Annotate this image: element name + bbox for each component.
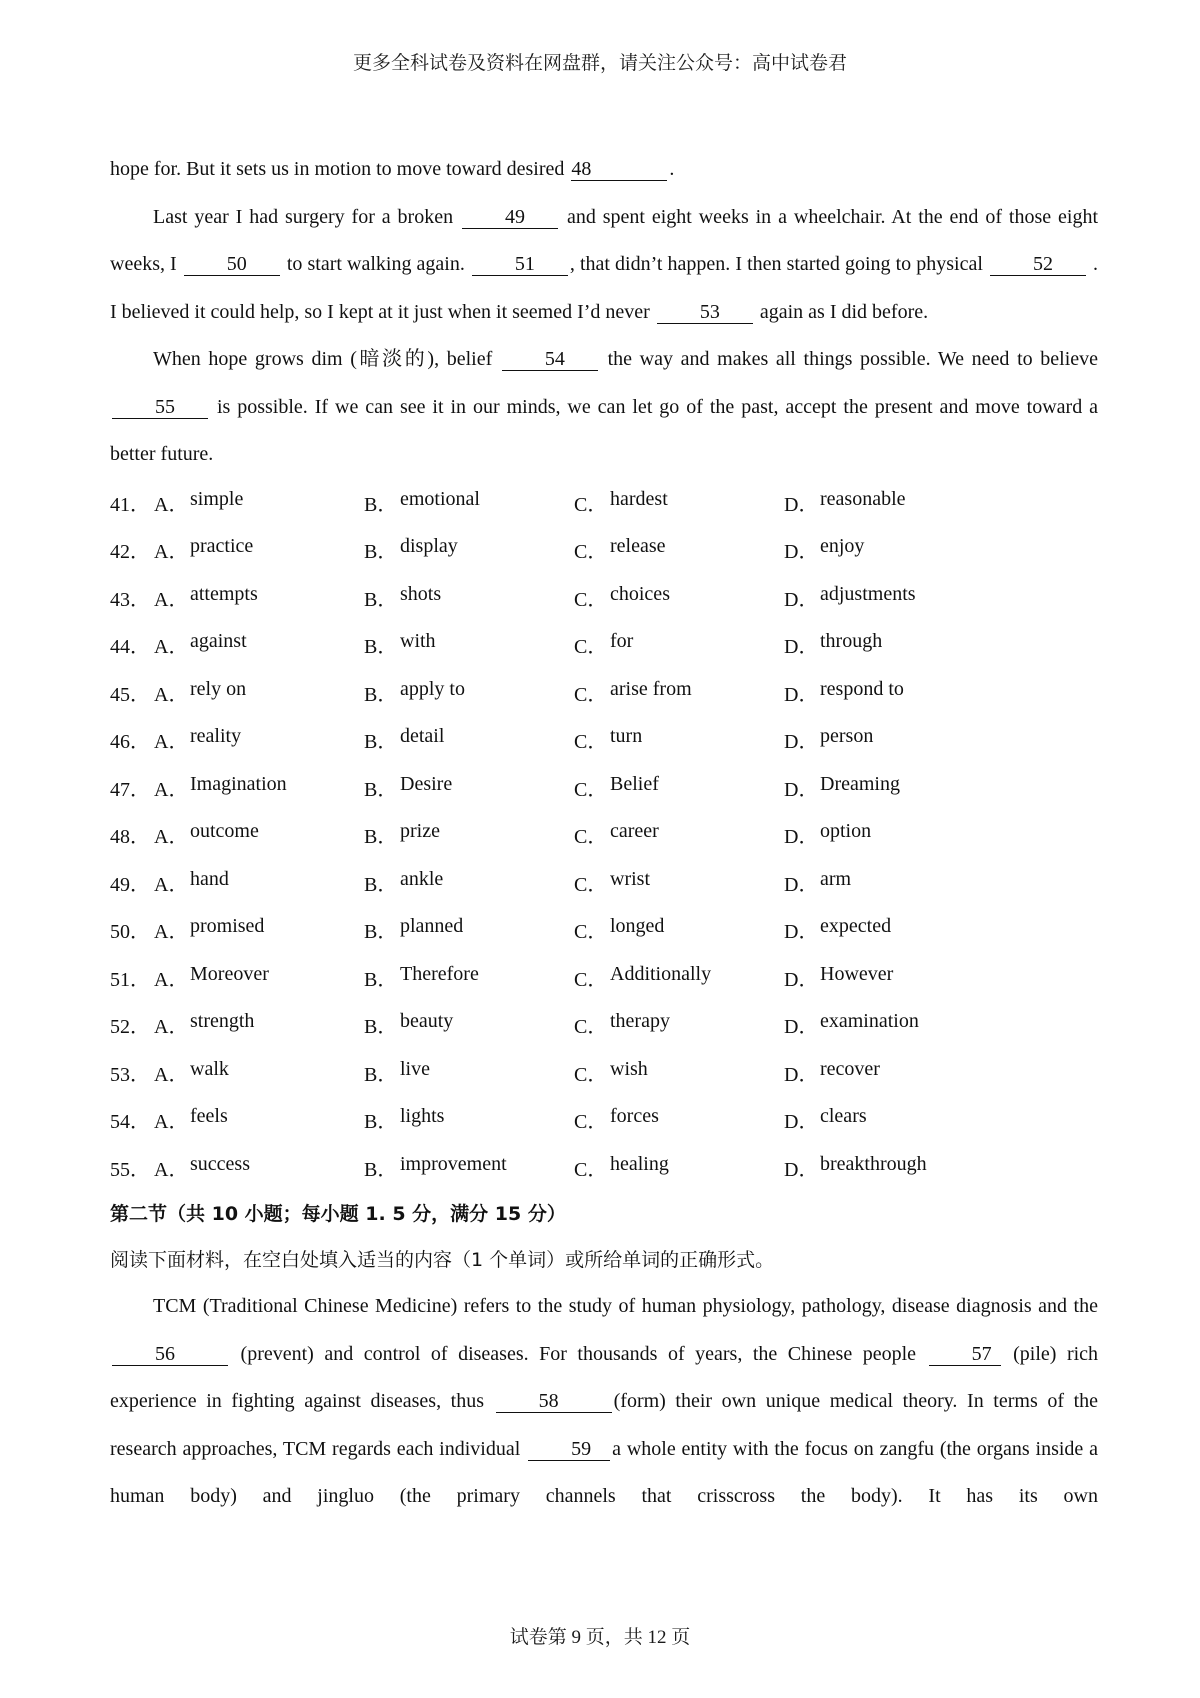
answer-blank: 58 bbox=[496, 1390, 612, 1413]
option-letter: B． bbox=[364, 921, 398, 944]
option-d bbox=[784, 820, 994, 849]
option-text: improvement bbox=[400, 1152, 507, 1175]
option-text: reasonable bbox=[820, 487, 906, 510]
option-a bbox=[154, 773, 364, 802]
text-span: again as I did before. bbox=[759, 300, 929, 323]
option-text: outcome bbox=[190, 820, 259, 843]
option-text: against bbox=[190, 630, 247, 653]
option-a bbox=[154, 1105, 364, 1134]
option-text: forces bbox=[610, 1105, 659, 1128]
option-letter: A． bbox=[154, 731, 189, 754]
option-letter: C． bbox=[574, 493, 608, 516]
option-a bbox=[154, 725, 364, 754]
option-b bbox=[364, 488, 574, 517]
option-letter: C． bbox=[574, 1063, 608, 1086]
option-letter: C． bbox=[574, 968, 608, 991]
option-letter: C． bbox=[574, 873, 608, 896]
option-a bbox=[154, 820, 364, 849]
option-row bbox=[110, 1144, 1098, 1192]
question-number: 49． bbox=[110, 873, 150, 896]
option-text: display bbox=[400, 535, 458, 558]
option-b bbox=[364, 963, 574, 992]
option-text: option bbox=[820, 820, 872, 843]
option-row bbox=[110, 906, 1098, 954]
option-text: turn bbox=[610, 725, 643, 748]
option-d bbox=[784, 868, 994, 897]
option-letter: D． bbox=[784, 826, 819, 849]
option-text: practice bbox=[190, 535, 254, 558]
option-letter: D． bbox=[784, 921, 819, 944]
question-number: 43． bbox=[110, 588, 150, 611]
page-content bbox=[110, 146, 1098, 1521]
option-text: breakthrough bbox=[820, 1152, 927, 1175]
option-letter: C． bbox=[574, 636, 608, 659]
option-text: hardest bbox=[610, 487, 668, 510]
text-span: (prevent) and control of diseases. For thousands of years, the Chinese people bbox=[240, 1342, 917, 1365]
question-number: 55． bbox=[110, 1158, 150, 1181]
option-text: examination bbox=[820, 1010, 919, 1033]
option-letter: D． bbox=[784, 683, 819, 706]
option-row bbox=[110, 479, 1098, 527]
option-letter: D． bbox=[784, 1111, 819, 1134]
option-text: arm bbox=[820, 867, 852, 890]
option-text: person bbox=[820, 725, 874, 748]
option-text: adjustments bbox=[820, 582, 916, 605]
option-b bbox=[364, 678, 574, 707]
passage-paragraph bbox=[110, 336, 1098, 479]
option-letter: D． bbox=[784, 588, 819, 611]
option-text: rely on bbox=[190, 677, 247, 700]
option-letter: A． bbox=[154, 1158, 189, 1181]
option-row bbox=[110, 669, 1098, 717]
option-c bbox=[574, 535, 784, 564]
option-text: choices bbox=[610, 582, 670, 605]
option-b bbox=[364, 915, 574, 944]
option-text: Desire bbox=[400, 772, 453, 795]
option-text: beauty bbox=[400, 1010, 454, 1033]
option-text: emotional bbox=[400, 487, 480, 510]
question-number: 41． bbox=[110, 493, 150, 516]
option-letter: C． bbox=[574, 588, 608, 611]
question-number: 46． bbox=[110, 731, 150, 754]
option-letter: B． bbox=[364, 683, 398, 706]
option-letter: A． bbox=[154, 826, 189, 849]
answer-blank: 57 bbox=[929, 1343, 1001, 1366]
option-text: clears bbox=[820, 1105, 867, 1128]
option-text: through bbox=[820, 630, 883, 653]
option-a bbox=[154, 535, 364, 564]
option-text: lights bbox=[400, 1105, 445, 1128]
text-span: Last year I had surgery for a broken bbox=[153, 205, 454, 228]
option-a bbox=[154, 678, 364, 707]
option-text: healing bbox=[610, 1152, 669, 1175]
option-letter: D． bbox=[784, 873, 819, 896]
option-letter: B． bbox=[364, 1016, 398, 1039]
option-a bbox=[154, 963, 364, 992]
question-number: 51． bbox=[110, 968, 150, 991]
option-text: feels bbox=[190, 1105, 228, 1128]
text-span: , that didn’t happen. I then started going to physical bbox=[569, 253, 983, 275]
option-letter: D． bbox=[784, 1016, 819, 1039]
option-letter: C． bbox=[574, 778, 608, 801]
option-text: Imagination bbox=[190, 772, 287, 795]
answer-blank: 49 bbox=[462, 206, 558, 229]
option-a bbox=[154, 868, 364, 897]
passage-paragraph bbox=[110, 194, 1098, 337]
option-c bbox=[574, 1105, 784, 1134]
option-letter: A． bbox=[154, 1111, 189, 1134]
answer-blank: 51 bbox=[472, 253, 568, 276]
option-letter: D． bbox=[784, 968, 819, 991]
option-d bbox=[784, 535, 994, 564]
option-c bbox=[574, 963, 784, 992]
option-row bbox=[110, 764, 1098, 812]
option-letter: B． bbox=[364, 493, 398, 516]
option-text: recover bbox=[820, 1057, 880, 1080]
answer-blank: 48 bbox=[571, 158, 667, 181]
passage-paragraph bbox=[110, 1283, 1098, 1521]
option-letter: A． bbox=[154, 636, 189, 659]
option-letter: B． bbox=[364, 541, 398, 564]
option-d bbox=[784, 725, 994, 754]
option-c bbox=[574, 583, 784, 612]
option-row bbox=[110, 859, 1098, 907]
option-text: reality bbox=[190, 725, 242, 748]
question-number: 54． bbox=[110, 1111, 150, 1134]
option-row bbox=[110, 526, 1098, 574]
option-row bbox=[110, 954, 1098, 1002]
answer-blank: 59 bbox=[528, 1438, 610, 1461]
option-text: Additionally bbox=[610, 962, 712, 985]
option-b bbox=[364, 535, 574, 564]
option-d bbox=[784, 488, 994, 517]
option-letter: B． bbox=[364, 636, 398, 659]
option-b bbox=[364, 725, 574, 754]
option-text: Dreaming bbox=[820, 772, 900, 795]
option-a bbox=[154, 583, 364, 612]
text-span: to start walking again. bbox=[286, 253, 465, 275]
option-letter: A． bbox=[154, 541, 189, 564]
option-letter: A． bbox=[154, 778, 189, 801]
text-span: . I believed it could help, so I kept at it just when it seemed I’d never bbox=[110, 253, 1099, 323]
option-c bbox=[574, 915, 784, 944]
passage-continuation-line bbox=[110, 146, 1098, 194]
option-row bbox=[110, 1096, 1098, 1144]
option-c bbox=[574, 773, 784, 802]
option-row bbox=[110, 621, 1098, 669]
option-letter: C． bbox=[574, 1111, 608, 1134]
option-letter: C． bbox=[574, 683, 608, 706]
option-text: simple bbox=[190, 487, 244, 510]
option-b bbox=[364, 1058, 574, 1087]
answer-blank: 54 bbox=[502, 348, 598, 371]
option-a bbox=[154, 488, 364, 517]
question-number: 47． bbox=[110, 778, 150, 801]
option-d bbox=[784, 1153, 994, 1182]
option-text: ankle bbox=[400, 867, 444, 890]
option-text: with bbox=[400, 630, 436, 653]
text-span: is possible. If we can see it in our minds, we can let go of the past, accept the present and move toward a better future. bbox=[110, 395, 1099, 465]
option-text: walk bbox=[190, 1057, 229, 1080]
option-letter: B． bbox=[364, 1063, 398, 1086]
option-text: longed bbox=[610, 915, 665, 938]
option-letter: B． bbox=[364, 1111, 398, 1134]
option-letter: B． bbox=[364, 968, 398, 991]
option-c bbox=[574, 488, 784, 517]
option-b bbox=[364, 773, 574, 802]
option-letter: C． bbox=[574, 1158, 608, 1181]
option-letter: A． bbox=[154, 588, 189, 611]
option-letter: A． bbox=[154, 683, 189, 706]
option-b bbox=[364, 630, 574, 659]
option-letter: D． bbox=[784, 493, 819, 516]
page-header: 更多全科试卷及资料在网盘群，请关注公众号：高中试卷君 bbox=[352, 53, 847, 74]
text-span: When hope grows dim (暗淡的), belief bbox=[153, 348, 493, 370]
option-text: release bbox=[610, 535, 666, 558]
option-text: Belief bbox=[610, 772, 659, 795]
option-letter: B． bbox=[364, 588, 398, 611]
option-text: apply to bbox=[400, 677, 465, 700]
option-letter: B． bbox=[364, 778, 398, 801]
option-a bbox=[154, 1153, 364, 1182]
option-c bbox=[574, 1010, 784, 1039]
answer-blank: 55 bbox=[112, 396, 208, 419]
options-list bbox=[110, 479, 1098, 1192]
section-instruction: 阅读下面材料，在空白处填入适当的内容（1 个单词）或所给单词的正确形式。 bbox=[110, 1249, 775, 1271]
option-b bbox=[364, 820, 574, 849]
option-letter: C． bbox=[574, 731, 608, 754]
page-footer: 试卷第 9 页，共 12 页 bbox=[509, 1627, 691, 1648]
option-letter: D． bbox=[784, 1063, 819, 1086]
option-letter: A． bbox=[154, 968, 189, 991]
option-text: strength bbox=[190, 1010, 255, 1033]
option-text: arise from bbox=[610, 677, 692, 700]
option-text: wish bbox=[610, 1057, 648, 1080]
option-letter: A． bbox=[154, 493, 189, 516]
option-d bbox=[784, 583, 994, 612]
option-c bbox=[574, 725, 784, 754]
option-letter: C． bbox=[574, 541, 608, 564]
option-a bbox=[154, 1010, 364, 1039]
option-text: planned bbox=[400, 915, 464, 938]
option-a bbox=[154, 915, 364, 944]
answer-blank: 52 bbox=[990, 253, 1086, 276]
option-text: success bbox=[190, 1152, 250, 1175]
text-span: . bbox=[669, 158, 675, 180]
option-row bbox=[110, 716, 1098, 764]
option-text: promised bbox=[190, 915, 265, 938]
option-letter: B． bbox=[364, 1158, 398, 1181]
option-text: therapy bbox=[610, 1010, 670, 1033]
option-text: expected bbox=[820, 915, 892, 938]
option-letter: B． bbox=[364, 873, 398, 896]
text-span: and spent eight weeks in a wheelchair. At the end of those eight weeks, I bbox=[110, 205, 1099, 275]
option-letter: A． bbox=[154, 1016, 189, 1039]
text-span: (pile) rich experience in fighting against diseases, thus bbox=[110, 1342, 1099, 1412]
option-c bbox=[574, 1058, 784, 1087]
option-letter: A． bbox=[154, 1063, 189, 1086]
option-c bbox=[574, 868, 784, 897]
answer-blank: 50 bbox=[184, 253, 280, 276]
option-text: shots bbox=[400, 582, 442, 605]
question-number: 48． bbox=[110, 826, 150, 849]
option-c bbox=[574, 820, 784, 849]
text-span: hope for. But it sets us in motion to move toward desired bbox=[110, 158, 565, 180]
option-letter: D． bbox=[784, 731, 819, 754]
option-d bbox=[784, 773, 994, 802]
option-text: live bbox=[400, 1057, 430, 1080]
option-row bbox=[110, 1001, 1098, 1049]
question-number: 52． bbox=[110, 1016, 150, 1039]
option-text: prize bbox=[400, 820, 440, 843]
option-d bbox=[784, 915, 994, 944]
option-text: enjoy bbox=[820, 535, 865, 558]
section-title: 第二节（共 10 小题；每小题 1. 5 分，满分 15 分） bbox=[110, 1203, 566, 1225]
option-row bbox=[110, 811, 1098, 859]
option-d bbox=[784, 630, 994, 659]
option-letter: B． bbox=[364, 826, 398, 849]
option-b bbox=[364, 868, 574, 897]
option-text: Therefore bbox=[400, 962, 479, 985]
text-span: the way and makes all things possible. We need to believe bbox=[607, 348, 1099, 370]
text-span: TCM (Traditional Chinese Medicine) refers to the study of human physiology, pathology, disease diagnosis and the bbox=[153, 1295, 1098, 1317]
option-text: detail bbox=[400, 725, 445, 748]
option-d bbox=[784, 963, 994, 992]
option-text: hand bbox=[190, 867, 229, 890]
option-b bbox=[364, 1153, 574, 1182]
option-letter: D． bbox=[784, 636, 819, 659]
option-letter: D． bbox=[784, 778, 819, 801]
option-letter: C． bbox=[574, 1016, 608, 1039]
option-a bbox=[154, 630, 364, 659]
option-text: respond to bbox=[820, 677, 904, 700]
option-text: Moreover bbox=[190, 962, 269, 985]
option-letter: C． bbox=[574, 921, 608, 944]
option-b bbox=[364, 583, 574, 612]
option-letter: A． bbox=[154, 921, 189, 944]
question-number: 45． bbox=[110, 683, 150, 706]
option-letter: C． bbox=[574, 826, 608, 849]
answer-blank: 53 bbox=[657, 301, 753, 324]
option-row bbox=[110, 1049, 1098, 1097]
option-letter: D． bbox=[784, 1158, 819, 1181]
option-c bbox=[574, 630, 784, 659]
option-d bbox=[784, 1058, 994, 1087]
option-c bbox=[574, 1153, 784, 1182]
question-number: 42． bbox=[110, 541, 150, 564]
text-span: (form) their own unique medical theory. In terms of the research approaches, TCM regards each individual bbox=[110, 1390, 1099, 1460]
option-row bbox=[110, 574, 1098, 622]
option-text: However bbox=[820, 962, 894, 985]
answer-blank: 56 bbox=[112, 1343, 228, 1366]
option-b bbox=[364, 1105, 574, 1134]
option-c bbox=[574, 678, 784, 707]
question-number: 44． bbox=[110, 636, 150, 659]
option-text: for bbox=[610, 630, 634, 653]
option-text: career bbox=[610, 820, 659, 843]
option-text: attempts bbox=[190, 582, 258, 605]
option-b bbox=[364, 1010, 574, 1039]
option-text: wrist bbox=[610, 867, 650, 890]
option-letter: B． bbox=[364, 731, 398, 754]
text-span: a whole entity with the focus on zangfu (the organs inside a human body) and jingluo (the primary channels that crisscross the body). It has its own bbox=[110, 1437, 1099, 1507]
option-d bbox=[784, 1105, 994, 1134]
question-number: 53． bbox=[110, 1063, 150, 1086]
option-letter: D． bbox=[784, 541, 819, 564]
question-number: 50． bbox=[110, 921, 150, 944]
option-d bbox=[784, 1010, 994, 1039]
option-letter: A． bbox=[154, 873, 189, 896]
option-d bbox=[784, 678, 994, 707]
option-a bbox=[154, 1058, 364, 1087]
